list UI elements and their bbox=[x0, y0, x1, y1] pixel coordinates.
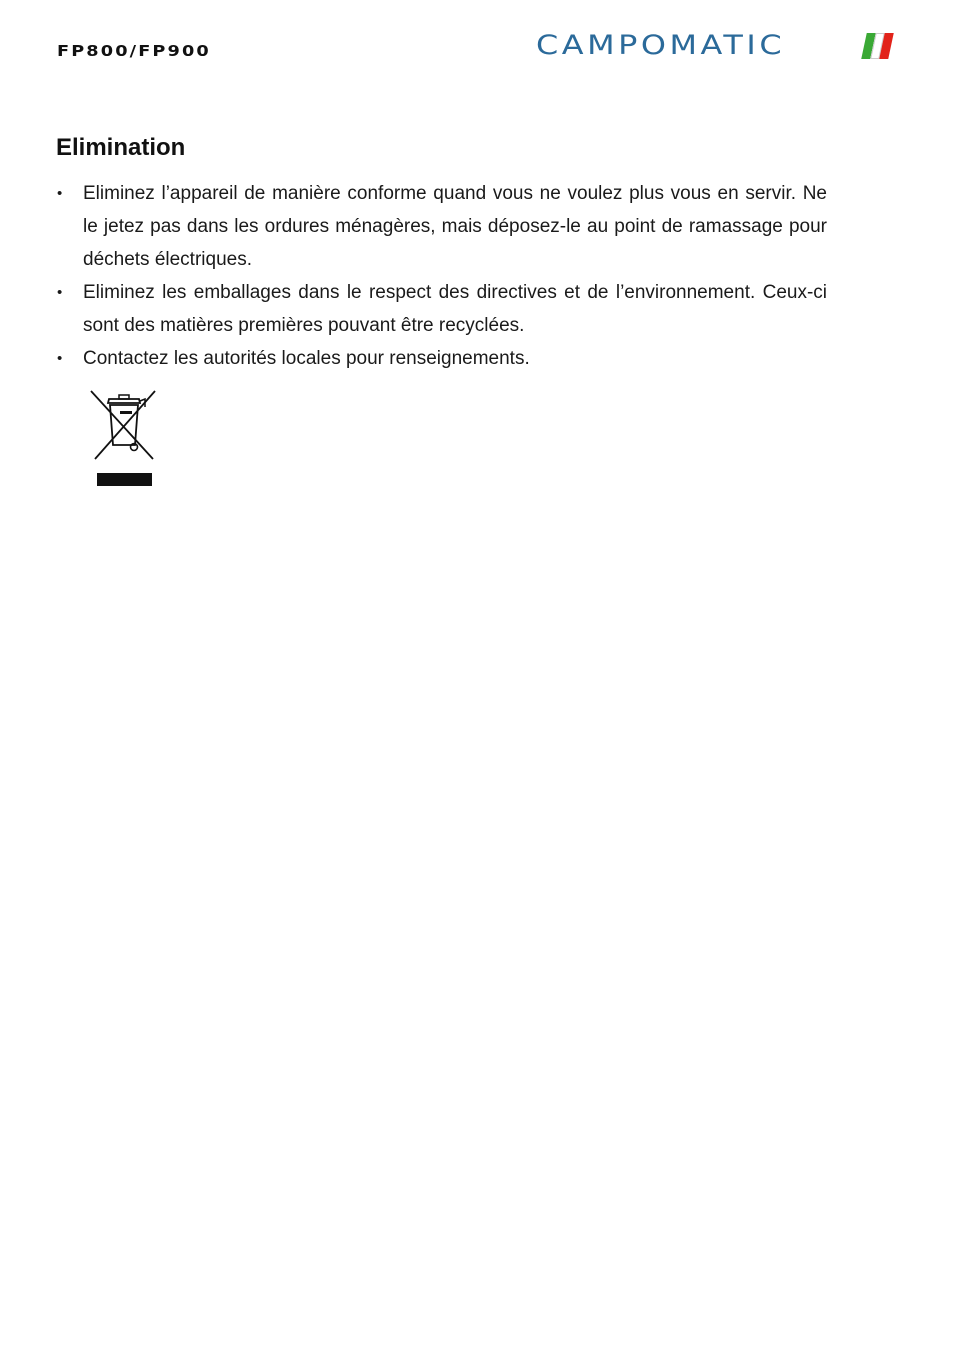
crossed-out-wheelie-bin-icon bbox=[89, 389, 159, 489]
brand-wordmark: CAMPOMATIC bbox=[536, 30, 786, 61]
italian-flag-icon bbox=[861, 33, 894, 59]
model-number: FP800/FP900 bbox=[57, 42, 211, 60]
bullet: • bbox=[57, 284, 63, 301]
list-item-text: Eliminez les emballages dans le respect des directives et de l’environnement. Ceux-ci sont des matières premières pouvant être recyclées. bbox=[83, 282, 827, 336]
list-item-text: Contactez les autorités locales pour renseignements. bbox=[83, 348, 530, 369]
list-item bbox=[57, 177, 827, 276]
section-title: Elimination bbox=[56, 134, 186, 161]
list-item-text: Eliminez l’appareil de manière conforme quand vous ne voulez plus vous en servir. Ne le jetez pas dans les ordures ménagères, mais déposez-le au point de ramassage pour déchets électriques. bbox=[83, 183, 827, 270]
list-item bbox=[57, 276, 827, 342]
bullet: • bbox=[57, 350, 63, 367]
disposal-instructions-list bbox=[57, 177, 827, 375]
bullet: • bbox=[57, 185, 63, 202]
brand-logo bbox=[536, 30, 891, 61]
list-item bbox=[57, 342, 827, 375]
